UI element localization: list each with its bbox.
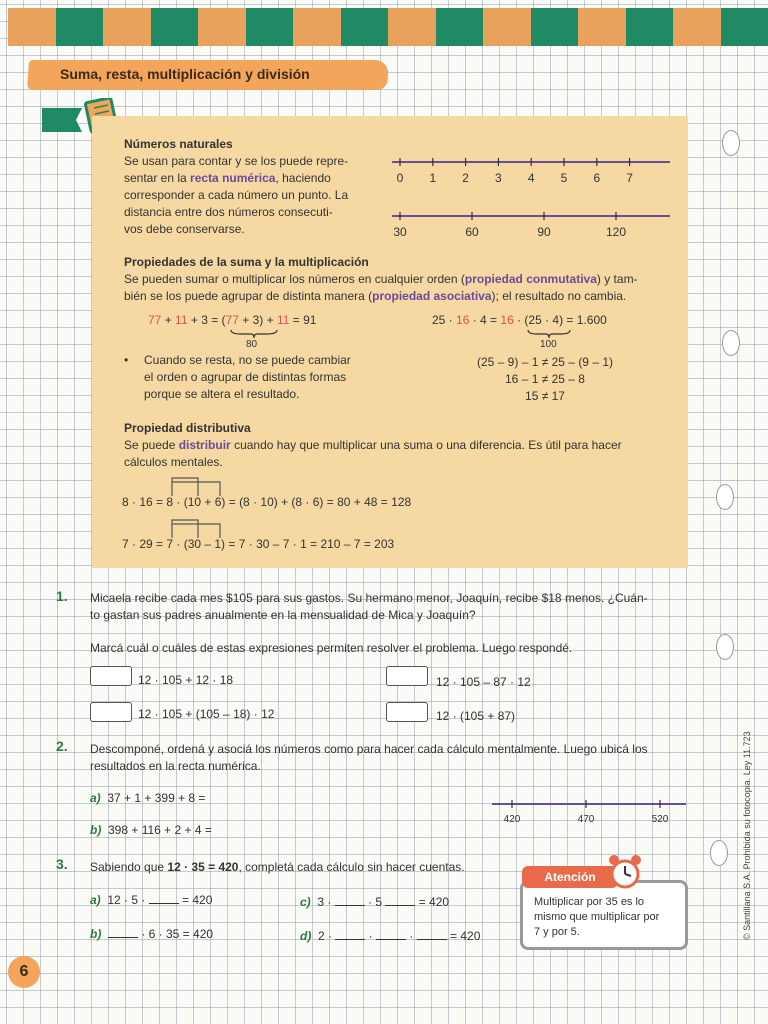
option-checkbox[interactable] bbox=[386, 702, 428, 722]
asociativa-example-sum: 77 + 11 + 3 = (77 + 3) + 11 = 91 bbox=[148, 313, 317, 327]
blank-field[interactable] bbox=[335, 895, 365, 906]
exercise-3a: a) 12 · 5 · = 420 bbox=[90, 893, 213, 907]
distributiva-example-2: 7 · 29 = 7 · (30 – 1) = 7 · 30 – 7 · 1 = 210 – 7 = 203 bbox=[122, 537, 395, 551]
number-line-label: 520 bbox=[651, 814, 669, 825]
binder-hole-icon bbox=[716, 484, 734, 510]
section-title: Suma, resta, multiplicación y división bbox=[60, 66, 310, 82]
number-line-label: 60 bbox=[465, 225, 479, 239]
blank-field[interactable] bbox=[385, 895, 415, 906]
number-line-label: 5 bbox=[560, 171, 568, 185]
bullet-icon: • bbox=[124, 353, 129, 367]
option-4-label: 12 · (105 + 87) bbox=[436, 709, 516, 723]
copyright-notice: © Santillana S.A. Prohibida su fotocopia. Ley 11.723 bbox=[742, 731, 752, 940]
asociativa-example-product: 25 · 16 · 4 = 16 · (25 · 4) = 1.600 bbox=[432, 313, 607, 327]
option-checkbox[interactable] bbox=[90, 666, 132, 686]
propiedades-title: Propiedades de la suma y la multiplicación bbox=[124, 255, 369, 269]
binder-hole-icon bbox=[716, 634, 734, 660]
number-line-label: 90 bbox=[537, 225, 551, 239]
option-3-label: 12 · 105 + (105 – 18) · 12 bbox=[138, 707, 275, 721]
distributiva-title: Propiedad distributiva bbox=[124, 421, 251, 435]
resta-examples: (25 – 9) – 1 ≠ 25 – (9 – 1) 16 – 1 ≠ 25 – 8 15 ≠ 17 bbox=[477, 355, 613, 403]
blank-field[interactable] bbox=[335, 929, 365, 940]
binder-hole-icon bbox=[722, 130, 740, 156]
page-number: 6 bbox=[8, 956, 40, 988]
brace-result: 80 bbox=[246, 339, 258, 350]
exercise-3b: b) · 6 · 35 = 420 bbox=[90, 927, 214, 941]
number-line-label: 0 bbox=[396, 171, 404, 185]
attention-title: Atención bbox=[522, 866, 618, 888]
option-1-label: 12 · 105 + 12 · 18 bbox=[138, 673, 234, 687]
number-line-label: 6 bbox=[593, 171, 601, 185]
exercise-2-number: 2. bbox=[56, 738, 68, 754]
binder-hole-icon bbox=[722, 330, 740, 356]
resta-note: Cuando se resta, no se puede cambiar el orden o agrupar de distintas formas porque se altera el resultado. bbox=[144, 353, 351, 401]
number-line-label: 120 bbox=[605, 225, 627, 239]
binder-hole-icon bbox=[710, 840, 728, 866]
propiedades-text: Se pueden sumar o multiplicar los números en cualquier orden (propiedad conmutativa) y tam- bién se los puede agrupar de distinta manera (propiedad asociativa); el resultado no cambia. bbox=[124, 272, 638, 303]
exercise-1-instruction: Marcá cuál o cuáles de estas expresiones permiten resolver el problema. Luego respondé. bbox=[90, 641, 573, 655]
number-line-label: 30 bbox=[393, 225, 407, 239]
exercise-2a: a) 37 + 1 + 399 + 8 = bbox=[90, 791, 206, 805]
brace-result: 100 bbox=[540, 339, 557, 350]
naturales-title: Números naturales bbox=[124, 137, 233, 151]
alarm-clock-icon bbox=[606, 854, 644, 890]
number-line-label: 1 bbox=[429, 171, 437, 185]
naturales-text: Se usan para contar y se los puede repre- sentar en la recta numérica, haciendo corresponder a cada número un punto. La distancia entre dos números consecuti- vos debe conservarse. bbox=[124, 154, 349, 236]
exercise-2-number-line bbox=[490, 796, 690, 828]
option-checkbox[interactable] bbox=[90, 702, 132, 722]
exercise-3-number: 3. bbox=[56, 856, 68, 872]
blank-field[interactable] bbox=[376, 929, 406, 940]
blank-field[interactable] bbox=[108, 927, 138, 938]
exercise-3c: c) 3 · · 5 = 420 bbox=[300, 895, 450, 909]
top-decorative-band bbox=[8, 8, 768, 46]
number-line-label: 470 bbox=[577, 814, 595, 825]
option-2-label: 12 · 105 – 87 · 12 bbox=[436, 675, 531, 689]
exercise-1-number: 1. bbox=[56, 588, 68, 604]
exercise-3d: d) 2 · · · = 420 bbox=[300, 929, 481, 943]
number-line-label: 3 bbox=[495, 171, 502, 185]
number-line-label: 4 bbox=[527, 171, 535, 185]
exercise-2-statement: Descomponé, ordená y asociá los números como para hacer cada cálculo mentalmente. Luego ubicá los resultados en la recta numérica. bbox=[90, 742, 648, 773]
exercise-2b: b) 398 + 116 + 2 + 4 = bbox=[90, 823, 212, 837]
number-lines bbox=[388, 152, 678, 242]
attention-text: Multiplicar por 35 es lo mismo que multiplicar por 7 y por 5. bbox=[534, 896, 660, 938]
exercise-1-statement: Micaela recibe cada mes $105 para sus gastos. Su hermano menor, Joaquín, recibe $18 menos. ¿Cuán- to gastan sus padres anualmente en la mensualidad de Mica y Joaquín? bbox=[90, 591, 648, 622]
option-checkbox[interactable] bbox=[386, 666, 428, 686]
distributiva-text: Se puede distribuir cuando hay que multiplicar una suma o una diferencia. Es útil para hacer cálculos mentales. bbox=[124, 438, 622, 469]
theory-panel bbox=[92, 116, 688, 568]
number-line-label: 420 bbox=[503, 814, 521, 825]
blank-field[interactable] bbox=[149, 893, 179, 904]
distributiva-example-1: 8 · 16 = 8 · (10 + 6) = (8 · 10) + (8 · 6) = 80 + 48 = 128 bbox=[122, 495, 412, 509]
number-line-label: 7 bbox=[626, 171, 633, 185]
number-line-label: 2 bbox=[462, 171, 469, 185]
exercise-3-statement: Sabiendo que 12 · 35 = 420, completá cada cálculo sin hacer cuentas. bbox=[90, 860, 465, 874]
blank-field[interactable] bbox=[417, 929, 447, 940]
